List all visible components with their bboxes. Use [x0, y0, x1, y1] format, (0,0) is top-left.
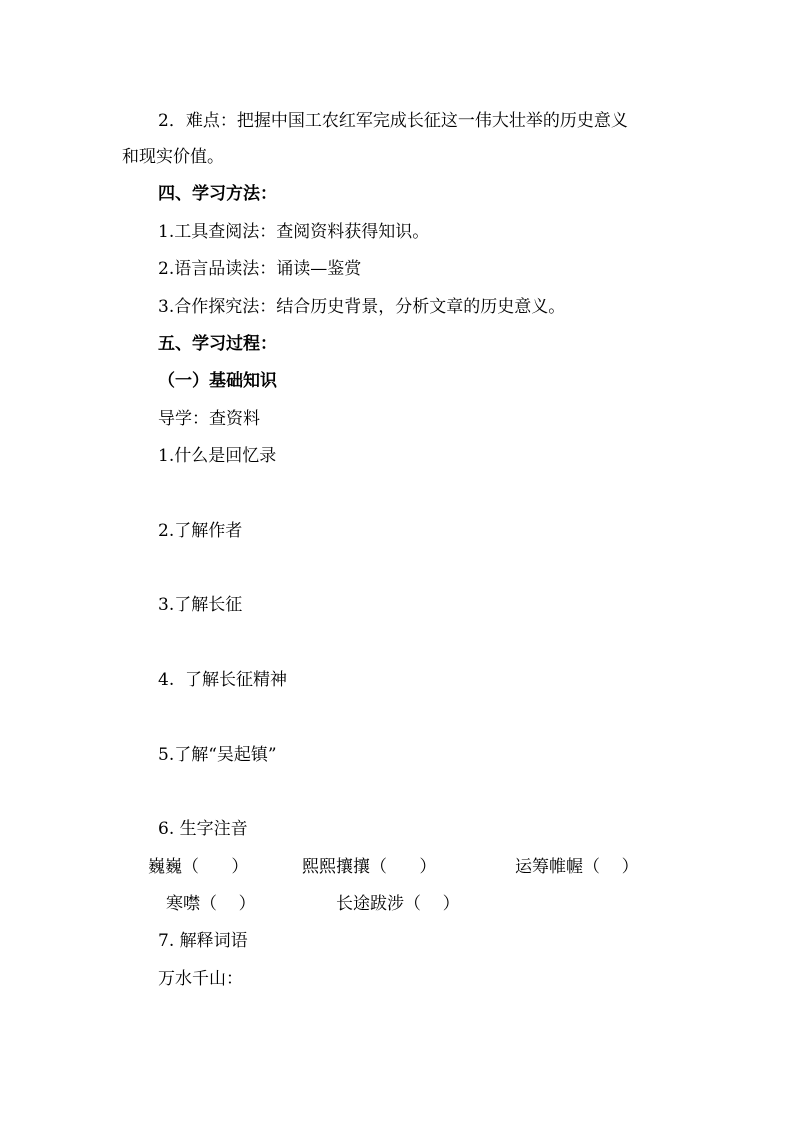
question-7: 7. 解释词语 [158, 931, 248, 951]
method-item-3: 3.合作探究法：结合历史背景，分析文章的历史意义。 [158, 297, 566, 317]
difficulty-line-1: 2．难点：把握中国工农红军完成长征这一伟大壮举的历史意义 [158, 111, 628, 131]
method-item-1: 1.工具查阅法：查阅资料获得知识。 [158, 222, 430, 242]
guide-line: 导学：查资料 [158, 409, 260, 429]
question-4: 4. 了解长征精神 [158, 670, 288, 690]
question-5: 5.了解“吴起镇” [158, 745, 277, 765]
question-3: 3.了解长征 [158, 595, 243, 615]
difficulty-line-2: 和现实价值。 [122, 147, 224, 167]
section-5-subtitle: （一）基础知识 [158, 371, 277, 391]
pinyin-item-1: 巍巍（ ） [148, 857, 249, 877]
pinyin-item-4: 寒噤（ ） [166, 894, 256, 914]
pinyin-item-2: 熙熙攘攘（ ） [302, 857, 437, 877]
term-wanshuiqianshan: 万水千山： [158, 969, 243, 989]
section-4-title: 四、学习方法： [158, 184, 277, 204]
pinyin-item-3: 运筹帷幄（ ） [515, 857, 639, 877]
question-2: 2.了解作者 [158, 521, 243, 541]
section-5-title: 五、学习过程： [158, 334, 277, 354]
question-1: 1.什么是回忆录 [158, 446, 277, 466]
question-6: 6. 生字注音 [158, 819, 248, 839]
pinyin-item-5: 长途跋涉（ ） [336, 894, 460, 914]
method-item-2: 2.语言品读法：诵读—鉴赏 [158, 259, 362, 279]
